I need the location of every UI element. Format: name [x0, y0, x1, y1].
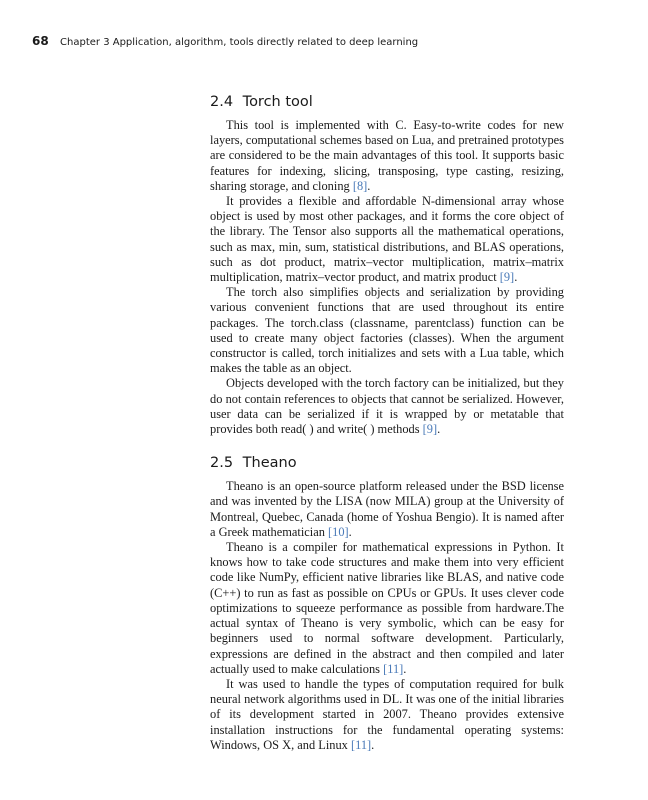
paragraph-end: .: [348, 524, 352, 539]
paragraph: [210, 677, 564, 753]
paragraph-end: .: [514, 270, 518, 285]
paragraph: [210, 479, 564, 540]
citation-link[interactable]: [9]: [422, 422, 438, 437]
paragraph-end: .: [367, 178, 371, 193]
section-number: 2.4: [210, 94, 234, 110]
section-title: Theano: [242, 455, 297, 472]
section-theano: [210, 453, 564, 753]
paragraph-text: Objects developed with the torch factory can be initialized, but they do not contain references to objects that cannot be serialized. However, user data can be serialized if it is wrapped by or metatable that provides both read( ) and write( ) methods: [210, 376, 564, 437]
paragraph-end: .: [371, 737, 375, 752]
running-head: [32, 34, 418, 48]
paragraph-text: It was used to handle the types of computation required for bulk neural network algorithms used in DL. It was one of the initial libraries of its development started in 2007. Theano provides extensive installation instructions for the fundamental operating systems: Windows, OS X, and Linux: [210, 676, 564, 752]
paragraph-text: This tool is implemented with C. Easy-to-write codes for new layers, computational schemes based on Lua, and pretrained prototypes are considered to be the main advantages of this tool. It supports basic features for indexing, slicing, transposing, type casting, resizing, sharing storage, and cloning: [210, 118, 564, 193]
section-title: Torch tool: [242, 94, 313, 110]
section-number: 2.5: [210, 455, 234, 472]
paragraph-text: The torch also simplifies objects and serialization by providing various convenient functions that are used throughout its entire packages. The torch.class (classname, parentclass) function can be used to create many object factories (classes). When the argument constructor is called, torch initializes and sets with a Lua table, which makes the table as an object.: [210, 285, 564, 376]
paragraph-text: Theano is a compiler for mathematical expressions in Python. It knows how to take code structures and make them into very efficient code like NumPy, efficient native libraries like BLAS, and native code (C++) to run as fast as possible on CPUs or GPUs. It uses clever code optimizations to squeeze performance as possible from hardware.The actual syntax of Theano is very symbolic, which can be easy for beginners used to normal software development. Particularly, expressions are defined in the abstract and then compiled and later actually used to make calculations: [210, 540, 564, 676]
paragraph-text: It provides a flexible and affordable N-dimensional array whose object is used by most other packages, and it forms the core object of the library. The Tensor also supports all the mathematical operations, such as max, min, sum, statistical distributions, and BLAS operations, such as dot product, matrix–vector multiplication, matrix–matrix multiplication, matrix–vector product, and matrix product: [210, 194, 564, 285]
paragraph: [210, 194, 564, 285]
citation-link[interactable]: [9]: [499, 270, 515, 285]
paragraph: [210, 118, 564, 194]
citation-link[interactable]: [8]: [352, 178, 368, 193]
section-heading: [210, 92, 564, 112]
citation-link[interactable]: [10]: [328, 524, 349, 539]
citation-link[interactable]: [11]: [383, 661, 404, 676]
paragraph-end: .: [403, 661, 407, 676]
paragraph: [210, 540, 564, 677]
paragraph-text: Theano is an open-source platform released under the BSD license and was invented by the LISA (now MILA) group at the University of Montreal, Quebec, Canada (home of Yoshua Bengio). It is named after a Greek mathematician: [210, 479, 564, 539]
paragraph: [210, 285, 564, 376]
page-body: [210, 92, 564, 769]
section-torch-tool: [210, 92, 564, 437]
chapter-title: Chapter 3 Application, algorithm, tools directly related to deep learning: [60, 37, 419, 48]
paragraph: [210, 376, 564, 437]
page-number: 68: [32, 34, 49, 48]
section-heading: [210, 453, 564, 473]
citation-link[interactable]: [11]: [350, 737, 372, 752]
paragraph-end: .: [437, 422, 441, 437]
